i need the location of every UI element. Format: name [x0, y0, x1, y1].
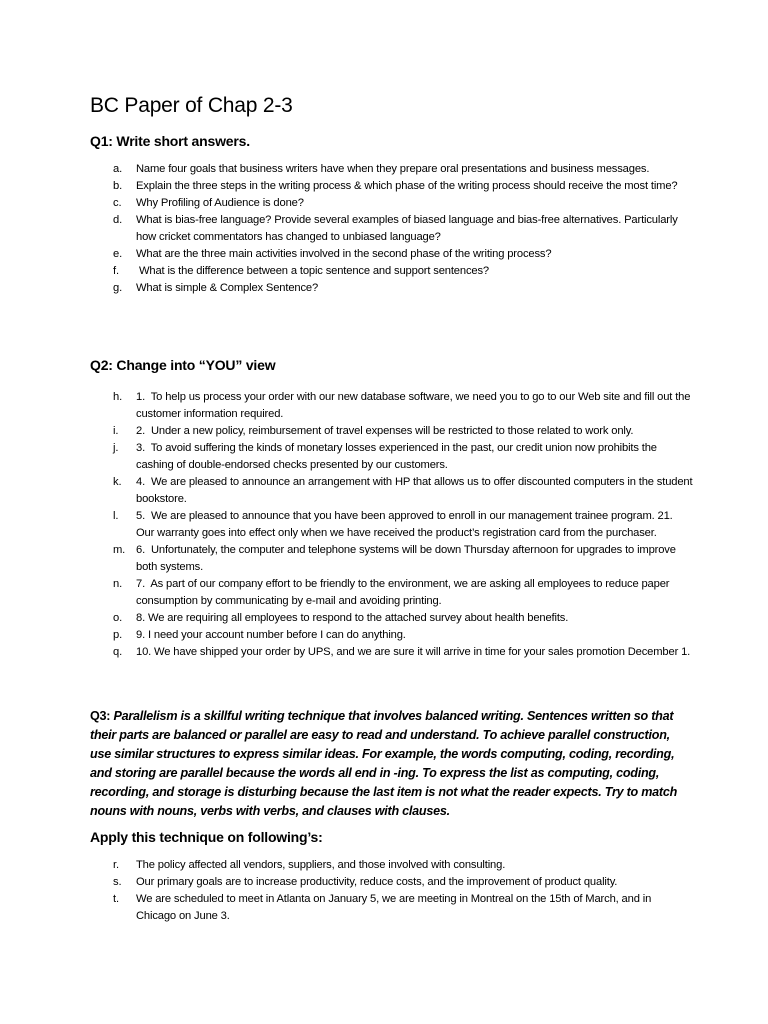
- list-item-text: Name four goals that business writers have when they prepare oral presentations and business messages.: [136, 163, 650, 175]
- list-item: [113, 280, 693, 297]
- list-marker: m.: [113, 544, 126, 556]
- list-item: [113, 161, 693, 178]
- q3-text: Parallelism is a skillful writing technique that involves balanced writing. Sentences written so that their parts are balanced or parallel are easy to read and understand. To achieve parallel construction, use similar structures to express similar ideas. For example, the words computing, coding, recording, and storing are parallel because the words all end in -ing. To express the list as computing, coding, recording, and storage is disturbing because the last item is not what the reader expects. Try to match nouns with nouns, verbs with verbs, and clauses with clauses.: [90, 709, 678, 818]
- list-marker: p.: [113, 629, 123, 641]
- list-item-text: Our primary goals are to increase productivity, reduce costs, and the improvement of product quality.: [136, 876, 618, 888]
- list-marker: n.: [113, 578, 123, 590]
- list-item-text: 4. We are pleased to announce an arrangement with HP that allows us to offer discounted computers in the student bookstore.: [136, 476, 696, 505]
- list-item-text: What are the three main activities involved in the second phase of the writing process?: [136, 248, 552, 260]
- q2-heading: Q2: Change into “YOU” view: [90, 357, 276, 373]
- list-marker: g.: [113, 282, 123, 294]
- list-marker: k.: [113, 476, 122, 488]
- list-item: [113, 891, 693, 925]
- list-item: [113, 474, 696, 508]
- q2-list: [113, 389, 696, 661]
- list-marker: h.: [113, 391, 123, 403]
- list-item: [113, 508, 693, 542]
- list-item-text: 2. Under a new policy, reimbursement of travel expenses will be restricted to those related to work only.: [136, 425, 634, 437]
- list-marker: q.: [113, 646, 123, 658]
- list-marker: d.: [113, 214, 123, 226]
- list-item: [113, 389, 693, 423]
- q1-list: [113, 161, 693, 297]
- list-item-text: 5. We are pleased to announce that you have been approved to enroll in our management trainee program. 21. Our warranty goes into effect only when we have received the product’s registration card from the purchaser.: [136, 510, 679, 539]
- list-item: [113, 610, 693, 627]
- list-item-text: 1. To help us process your order with our new database software, we need you to go to our Web site and fill out the customer information required.: [136, 391, 694, 420]
- list-marker: b.: [113, 180, 123, 192]
- list-item: [113, 440, 693, 474]
- list-item-text: What is simple & Complex Sentence?: [136, 282, 319, 294]
- list-marker: e.: [113, 248, 123, 260]
- list-item-text: 8. We are requiring all employees to respond to the attached survey about health benefits.: [136, 612, 569, 624]
- list-item-text: We are scheduled to meet in Atlanta on January 5, we are meeting in Montreal on the 15th of March, and in Chicago on June 3.: [136, 893, 652, 922]
- list-marker: r.: [113, 859, 119, 871]
- list-marker: s.: [113, 876, 122, 888]
- list-item: [113, 195, 693, 212]
- apply-heading: Apply this technique on following’s:: [90, 829, 323, 845]
- list-item-text: What is bias-free language? Provide several examples of biased language and bias-free alternatives. Particularly how cricket commentators has changed to unbiased language?: [136, 214, 678, 243]
- list-marker: l.: [113, 510, 119, 522]
- list-item: [113, 246, 693, 263]
- list-item: [113, 263, 693, 280]
- list-marker: c.: [113, 197, 122, 209]
- list-item-text: 6. Unfortunately, the computer and telephone systems will be down Thursday afternoon for upgrades to improve both systems.: [136, 544, 679, 573]
- list-item-text: 3. To avoid suffering the kinds of monetary losses experienced in the past, our credit union now prohibits the cashing of double-endorsed checks presented by our customers.: [136, 442, 660, 471]
- list-marker: a.: [113, 163, 123, 175]
- q1-heading: Q1: Write short answers.: [90, 133, 250, 149]
- list-item-text: Explain the three steps in the writing process & which phase of the writing process should receive the most time?: [136, 180, 678, 192]
- page-title: BC Paper of Chap 2-3: [90, 94, 293, 117]
- list-item-text: 10. We have shipped your order by UPS, and we are sure it will arrive in time for your sales promotion December 1.: [136, 646, 691, 658]
- list-item-text: The policy affected all vendors, suppliers, and those involved with consulting.: [136, 859, 506, 871]
- list-item-text: Why Profiling of Audience is done?: [136, 197, 304, 209]
- apply-list: [113, 857, 693, 925]
- q3-paragraph: [90, 707, 690, 821]
- list-item: [113, 627, 693, 644]
- list-item: [113, 576, 693, 610]
- list-marker: i.: [113, 425, 119, 437]
- list-item-text: 9. I need your account number before I can do anything.: [136, 629, 406, 641]
- q3-label: Q3:: [90, 709, 111, 723]
- list-item: [113, 212, 693, 246]
- list-item-text: 7. As part of our company effort to be friendly to the environment, we are asking all employees to reduce paper consumption by communicating by e-mail and avoiding printing.: [136, 578, 673, 607]
- list-marker: f.: [113, 265, 119, 277]
- list-item-text: What is the difference between a topic sentence and support sentences?: [136, 265, 489, 277]
- list-item: [113, 542, 693, 576]
- list-item: [113, 644, 693, 661]
- list-marker: o.: [113, 612, 123, 624]
- list-marker: j.: [113, 442, 119, 454]
- list-item: [113, 857, 693, 874]
- list-marker: t.: [113, 893, 119, 905]
- list-item: [113, 874, 693, 891]
- list-item: [113, 178, 693, 195]
- list-item: [113, 423, 693, 440]
